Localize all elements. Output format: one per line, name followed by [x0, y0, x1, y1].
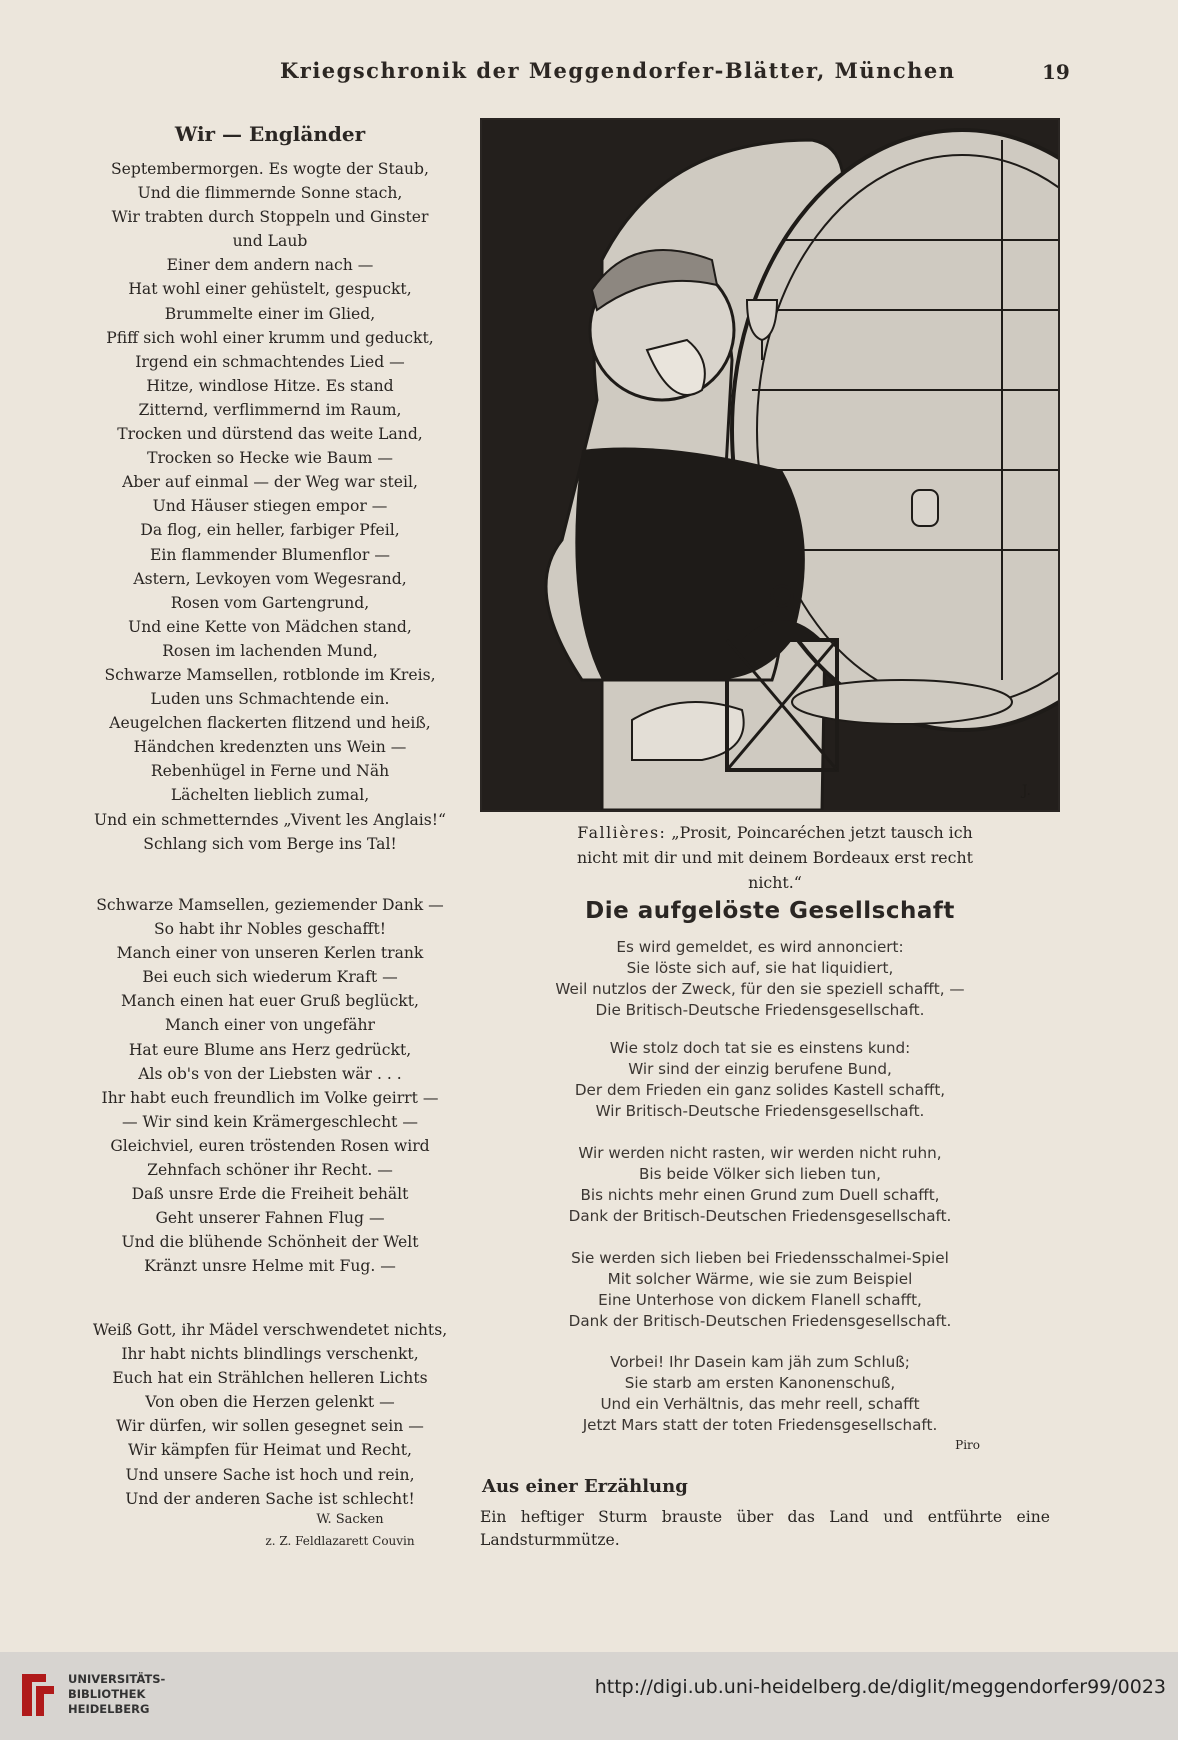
poem-line: Rebenhügel in Ferne und Näh: [150, 762, 390, 781]
poem-line: Brummelte einer im Glied,: [164, 304, 376, 323]
man-trousers: [575, 448, 805, 681]
poem-line: Als ob's von der Liebsten wär . . .: [138, 1064, 402, 1083]
poem-line: Von oben die Herzen gelenkt —: [145, 1393, 395, 1412]
song-line: Und ein Verhältnis, das mehr reell, schafft: [600, 1395, 920, 1413]
wine-bowl: [792, 680, 1012, 724]
library-name: UNIVERSITÄTS- BIBLIOTHEK HEIDELBERG: [68, 1672, 166, 1716]
song-stanza-3: [500, 1143, 1020, 1227]
cartoon-caption: [556, 820, 994, 895]
song-line: Jetzt Mars statt der toten Friedensgesellschaft.: [582, 1416, 938, 1434]
song-line: Die Britisch-Deutsche Friedensgesellschaft.: [595, 1001, 925, 1019]
poem-line: Aeugelchen flackerten flitzend und heiß,: [109, 714, 431, 733]
song-line: Wir werden nicht rasten, wir werden nicht ruhn,: [578, 1144, 942, 1162]
poem-line: Ein flammender Blumenflor —: [150, 545, 390, 564]
poem-line: Wir trabten durch Stoppeln und Ginster: [111, 208, 429, 227]
poem-line: Rosen vom Gartengrund,: [170, 593, 370, 612]
poem-title-gesellschaft: Die aufgelöste Gesellschaft: [585, 898, 955, 924]
song-line: Sie starb am ersten Kanonenschuß,: [624, 1374, 896, 1392]
poem-line: Aber auf einmal — der Weg war steil,: [122, 473, 418, 492]
poem-line: Und die flimmernde Sonne stach,: [137, 184, 403, 203]
poem-line: Manch einer von ungefähr: [165, 1016, 375, 1035]
poem-line: Da flog, ein heller, farbiger Pfeil,: [140, 521, 400, 540]
page-number: 19: [1042, 60, 1070, 84]
poem-line: Und Häuser stiegen empor —: [152, 497, 388, 516]
poem-line: Septembermorgen. Es wogte der Staub,: [111, 160, 429, 178]
song-author: Piro: [955, 1438, 980, 1452]
poem-line: Euch hat ein Strählchen helleren Lichts: [112, 1369, 428, 1388]
song-line: Dank der Britisch-Deutschen Friedensgesellschaft.: [568, 1207, 952, 1225]
library-footer: [0, 1652, 1178, 1740]
song-line: Bis nichts mehr einen Grund zum Duell schafft,: [580, 1186, 940, 1204]
poem-line: Manch einen hat euer Gruß beglückt,: [121, 992, 419, 1011]
poem-line: Lächelten lieblich zumal,: [170, 786, 370, 805]
poem-stanza-3: [70, 1318, 470, 1511]
song-stanza-5: [500, 1352, 1020, 1436]
song-stanza-4: [500, 1248, 1020, 1332]
poem-line: Pfiff sich wohl einer krumm und geduckt,: [106, 328, 434, 347]
song-line: Wie stolz doch tat sie es einstens kund:: [609, 1039, 911, 1057]
poem-line: Kränzt unsre Helme mit Fug. —: [144, 1257, 396, 1276]
song-line: Vorbei! Ihr Dasein kam jäh zum Schluß;: [610, 1353, 910, 1371]
poem-line: Schwarze Mamsellen, rotblonde im Kreis,: [104, 665, 436, 684]
poem-stanza-1: [70, 157, 470, 856]
running-header: [0, 58, 1178, 92]
story-text: Ein heftiger Sturm brauste über das Land und entführte eine Landsturmmütze.: [480, 1508, 1050, 1549]
artist-signature: J.: [1022, 783, 1031, 799]
song-line: Mit solcher Wärme, wie sie zum Beispiel: [607, 1270, 913, 1288]
poem-line: Manch einer von unseren Kerlen trank: [116, 944, 424, 963]
poem-line: — Wir sind kein Krämergeschlecht —: [121, 1112, 418, 1131]
poem-line: Hat eure Blume ans Herz gedrückt,: [128, 1040, 412, 1059]
poem-line: Und eine Kette von Mädchen stand,: [128, 617, 412, 636]
song-line: Dank der Britisch-Deutschen Friedensgesellschaft.: [568, 1312, 952, 1330]
poem-line: Hitze, windlose Hitze. Es stand: [146, 376, 394, 395]
story-title: Aus einer Erzählung: [482, 1476, 688, 1497]
poem-line: Trocken so Hecke wie Baum —: [147, 449, 393, 468]
poem-line: Und die blühende Schönheit der Welt: [121, 1233, 419, 1252]
poem-stanza-2: [70, 893, 470, 1279]
poem-author-location: z. Z. Feldlazarett Couvin: [265, 1534, 415, 1548]
poem-line: Daß unsre Erde die Freiheit behält: [131, 1185, 409, 1204]
poem-line: Irgend ein schmachtendes Lied —: [135, 352, 405, 371]
poem-line: Zehnfach schöner ihr Recht. —: [147, 1161, 393, 1180]
source-url-link[interactable]: http://digi.ub.uni-heidelberg.de/diglit/meggendorfer99/0023: [594, 1676, 1166, 1698]
song-line: Es wird gemeldet, es wird annonciert:: [616, 938, 904, 956]
poem-line: und Laub: [232, 232, 308, 251]
song-line: Sie löste sich auf, sie hat liquidiert,: [626, 959, 894, 977]
song-line: Wir Britisch-Deutsche Friedensgesellschaft.: [595, 1102, 925, 1120]
poem-line: Ihr habt euch freundlich im Volke geirrt —: [101, 1088, 439, 1107]
caption-speaker: Fallières:: [577, 823, 667, 842]
university-library-logo: [16, 1668, 60, 1722]
cartoon-drawing: [482, 120, 1058, 810]
poem-line: Trocken und dürstend das weite Land,: [117, 425, 423, 444]
poem-line: Und der anderen Sache ist schlecht!: [125, 1489, 415, 1508]
barrel-tap-icon: [912, 490, 938, 526]
poem-line: Astern, Levkoyen vom Wegesrand,: [133, 569, 407, 588]
poem-line: So habt ihr Nobles geschafft!: [153, 920, 387, 939]
poem-line: Luden uns Schmachtende ein.: [150, 690, 390, 709]
poem-line: Und unsere Sache ist hoch und rein,: [125, 1465, 415, 1484]
poem-line: Wir dürfen, wir sollen gesegnet sein —: [116, 1417, 424, 1436]
poem-line: Ihr habt nichts blindlings verschenkt,: [121, 1345, 419, 1364]
journal-title: Kriegschronik der Meggendorfer-Blätter, München: [280, 58, 956, 83]
poem-line: Schwarze Mamsellen, geziemender Dank —: [96, 896, 444, 914]
cartoon-illustration: [480, 118, 1060, 812]
song-line: Bis beide Völker sich lieben tun,: [639, 1165, 881, 1183]
poem-line: Rosen im lachenden Mund,: [162, 641, 378, 660]
song-stanza-2: [500, 1038, 1020, 1122]
poem-line: Bei euch sich wiederum Kraft —: [142, 968, 398, 987]
song-line: Eine Unterhose von dickem Flanell schafft,: [598, 1291, 922, 1309]
song-line: Wir sind der einzig berufene Bund,: [628, 1060, 892, 1078]
poem-title-englaender: Wir — Engländer: [174, 122, 366, 146]
song-line: Weil nutzlos der Zweck, für den sie speziell schafft, —: [555, 980, 965, 998]
poem-line: Zitternd, verflimmernd im Raum,: [138, 400, 402, 419]
poem-author: W. Sacken: [316, 1512, 384, 1527]
poem-line: Händchen kredenzten uns Wein —: [133, 738, 407, 757]
song-stanza-1: [500, 937, 1020, 1021]
song-line: Sie werden sich lieben bei Friedensschalmei-Spiel: [571, 1249, 949, 1267]
poem-line: Hat wohl einer gehüstelt, gespuckt,: [128, 280, 412, 299]
poem-line: Weiß Gott, ihr Mädel verschwendetet nichts,: [92, 1321, 448, 1339]
caption-text: „Prosit, Poincaréchen jetzt tausch ich nicht mit dir und mit deinem Bordeaux erst recht nicht.“: [577, 823, 973, 892]
poem-line: Gleichviel, euren tröstenden Rosen wird: [110, 1136, 430, 1155]
poem-line: Wir kämpfen für Heimat und Recht,: [127, 1441, 412, 1460]
poem-line: Schlang sich vom Berge ins Tal!: [143, 834, 397, 853]
song-line: Der dem Frieden ein ganz solides Kastell schafft,: [574, 1081, 946, 1099]
poem-line: Und ein schmetterndes „Vivent les Anglais!“: [93, 810, 447, 829]
poem-line: Einer dem andern nach —: [166, 256, 374, 275]
poem-line: Geht unserer Fahnen Flug —: [155, 1209, 385, 1228]
